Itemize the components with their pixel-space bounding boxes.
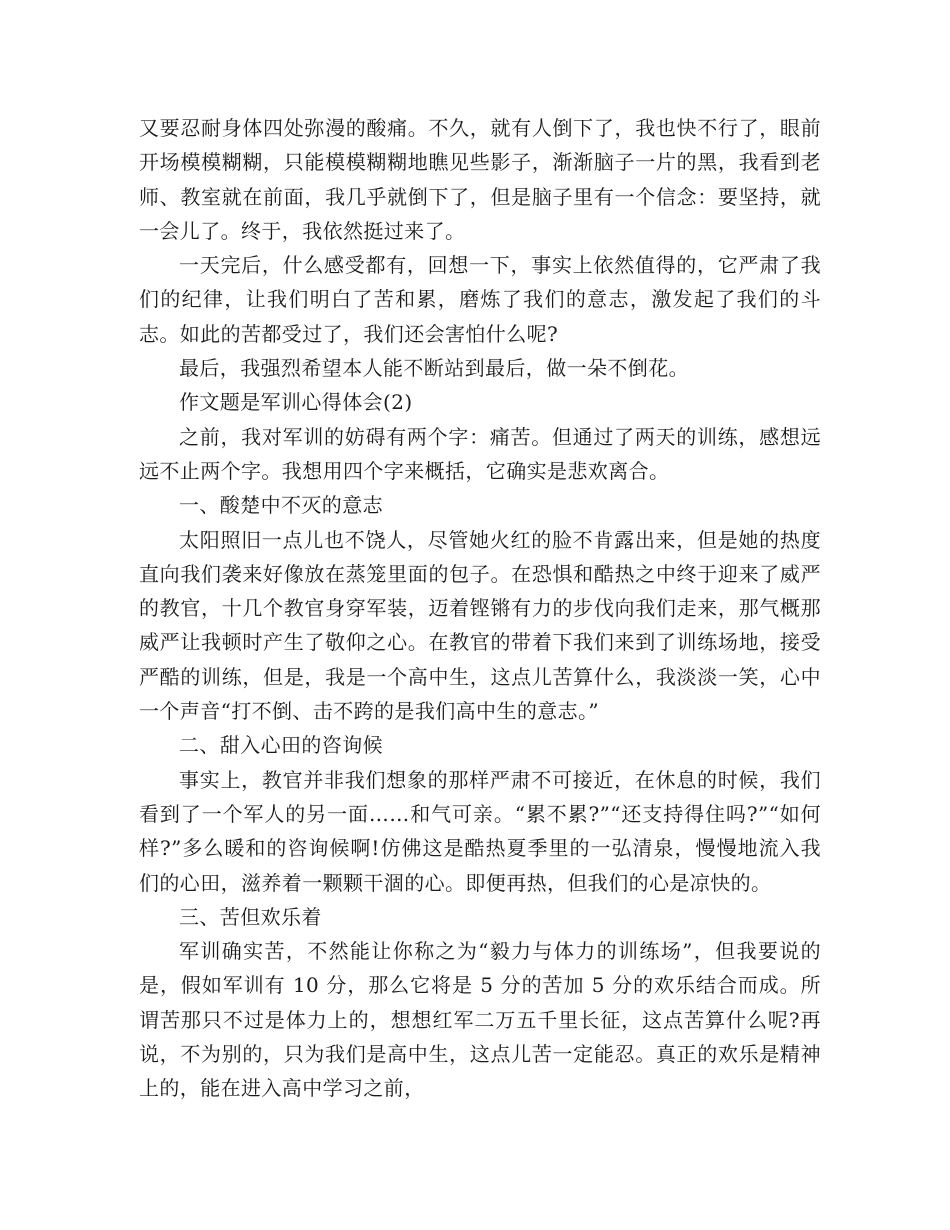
paragraph-reflection: 一天完后，什么感受都有，回想一下，事实上依然值得的，它严肃了我们的纪律，让我们明白了苦和累，磨炼了我们的意志，激发起了我们的斗志。如此的苦都受过了，我们还会害怕什么呢? [139, 253, 821, 346]
document-body [139, 111, 821, 1106]
paragraph-section-2: 事实上，教官并非我们想象的那样严肃不可接近，在休息的时候，我们看到了一个军人的另一面……和气可亲。“累不累?”“还支持得住吗?”“如何样?”多么暖和的咨询候啊!仿佛这是酷热夏季里的一弘清泉，慢慢地流入我们的心田，滋养着一颗颗干涸的心。即便再热，但我们的心是凉快的。 [139, 767, 821, 895]
paragraph-intro: 之前，我对军训的妨碍有两个字：痛苦。但通过了两天的训练，感想远远不止两个字。我想用四个字来概括，它确实是悲欢离合。 [139, 424, 821, 483]
section-heading-2: 二、甜入心田的咨询候 [179, 733, 383, 758]
section-heading-1: 一、酸楚中不灭的意志 [179, 493, 383, 518]
paragraph-hope: 最后，我强烈希望本人能不断站到最后，做一朵不倒花。 [179, 356, 689, 381]
section-heading-3: 三、苦但欢乐着 [179, 904, 322, 929]
essay-title: 作文题是军训心得体会(2) [179, 390, 413, 415]
paragraph-continuation: 又要忍耐身体四处弥漫的酸痛。不久，就有人倒下了，我也快不行了，眼前开场模模糊糊，只能模模糊糊地瞧见些影子，渐渐脑子一片的黑，我看到老师、教室就在前面，我几乎就倒下了，但是脑子里有一个信念：要坚持，就一会儿了。终于，我依然挺过来了。 [139, 116, 821, 243]
paragraph-section-1: 太阳照旧一点儿也不饶人，尽管她火红的脸不肯露出来，但是她的热度直向我们袭来好像放在蒸笼里面的包子。在恐惧和酷热之中终于迎来了威严的教官，十几个教官身穿军装，迈着铿锵有力的步伐向我们走来，那气概那威严让我顿时产生了敬仰之心。在教官的带着下我们来到了训练场地，接受严酷的训练，但是，我是一个高中生，这点儿苦算什么，我淡淡一笑，心中一个声音“打不倒、击不跨的是我们高中生的意志。” [139, 527, 821, 724]
paragraph-section-3: 军训确实苦，不然能让你称之为“毅力与体力的训练场”，但我要说的是，假如军训有 10 分，那么它将是 5 分的苦加 5 分的欢乐结合而成。所谓苦那只不过是体力上的，想想红军二万五千里长征，这点苦算什么呢?再说，不为别的，只为我们是高中生，这点儿苦一定能忍。真正的欢乐是精神上的，能在进入高中学习之前， [139, 939, 821, 1101]
